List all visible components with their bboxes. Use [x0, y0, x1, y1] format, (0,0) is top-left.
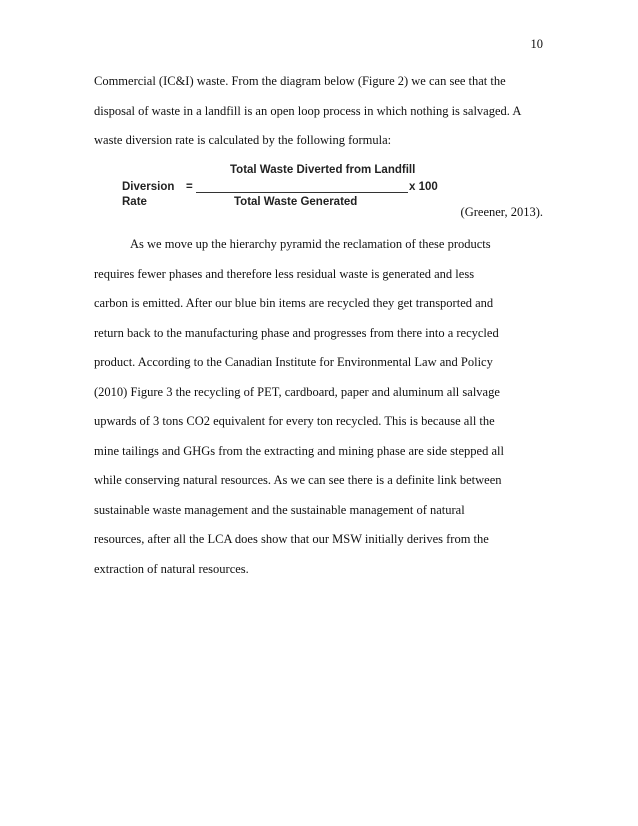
citation: (Greener, 2013). [460, 205, 543, 219]
text-line: As we move up the hierarchy pyramid the reclamation of these products [130, 237, 491, 251]
text-line: upwards of 3 tons CO2 equivalent for every ton recycled. This is because all the [94, 414, 495, 428]
formula-denominator: Total Waste Generated [234, 196, 358, 208]
formula-fraction-bar [196, 192, 408, 193]
formula-multiplier: x 100 [409, 181, 438, 193]
formula-label-rate: Rate [122, 196, 147, 208]
text-line: return back to the manufacturing phase and progresses from there into a recycled [94, 325, 499, 340]
text-line: sustainable waste management and the sustainable management of natural [94, 502, 465, 517]
formula-numerator: Total Waste Diverted from Landfill [230, 164, 416, 176]
text-line: while conserving natural resources. As we can see there is a definite link between [94, 473, 502, 487]
text-line: product. According to the Canadian Institute for Environmental Law and Policy [94, 355, 493, 369]
paragraph-2 [94, 230, 554, 584]
diversion-rate-formula [122, 164, 442, 212]
page-number: 10 [530, 37, 543, 51]
formula-equals-sign: = [186, 181, 193, 193]
text-line: carbon is emitted. After our blue bin items are recycled they get transported and [94, 296, 494, 310]
text-line: (2010) Figure 3 the recycling of PET, cardboard, paper and aluminum all salvage [94, 384, 500, 399]
text-line: Commercial (IC&I) waste. From the diagram below (Figure 2) we can see that the [94, 74, 506, 88]
paragraph-1 [94, 67, 554, 156]
text-line: resources, after all the LCA does show that our MSW initially derives from the [94, 532, 489, 546]
text-line: extraction of natural resources. [94, 561, 249, 576]
text-line: disposal of waste in a landfill is an open loop process in which nothing is salvaged. A [94, 103, 522, 118]
text-line: mine tailings and GHGs from the extracting and mining phase are side stepped all [94, 443, 504, 458]
formula-label-diversion: Diversion [122, 181, 175, 193]
text-line: waste diversion rate is calculated by the following formula: [94, 133, 392, 147]
text-line: requires fewer phases and therefore less residual waste is generated and less [94, 266, 475, 281]
